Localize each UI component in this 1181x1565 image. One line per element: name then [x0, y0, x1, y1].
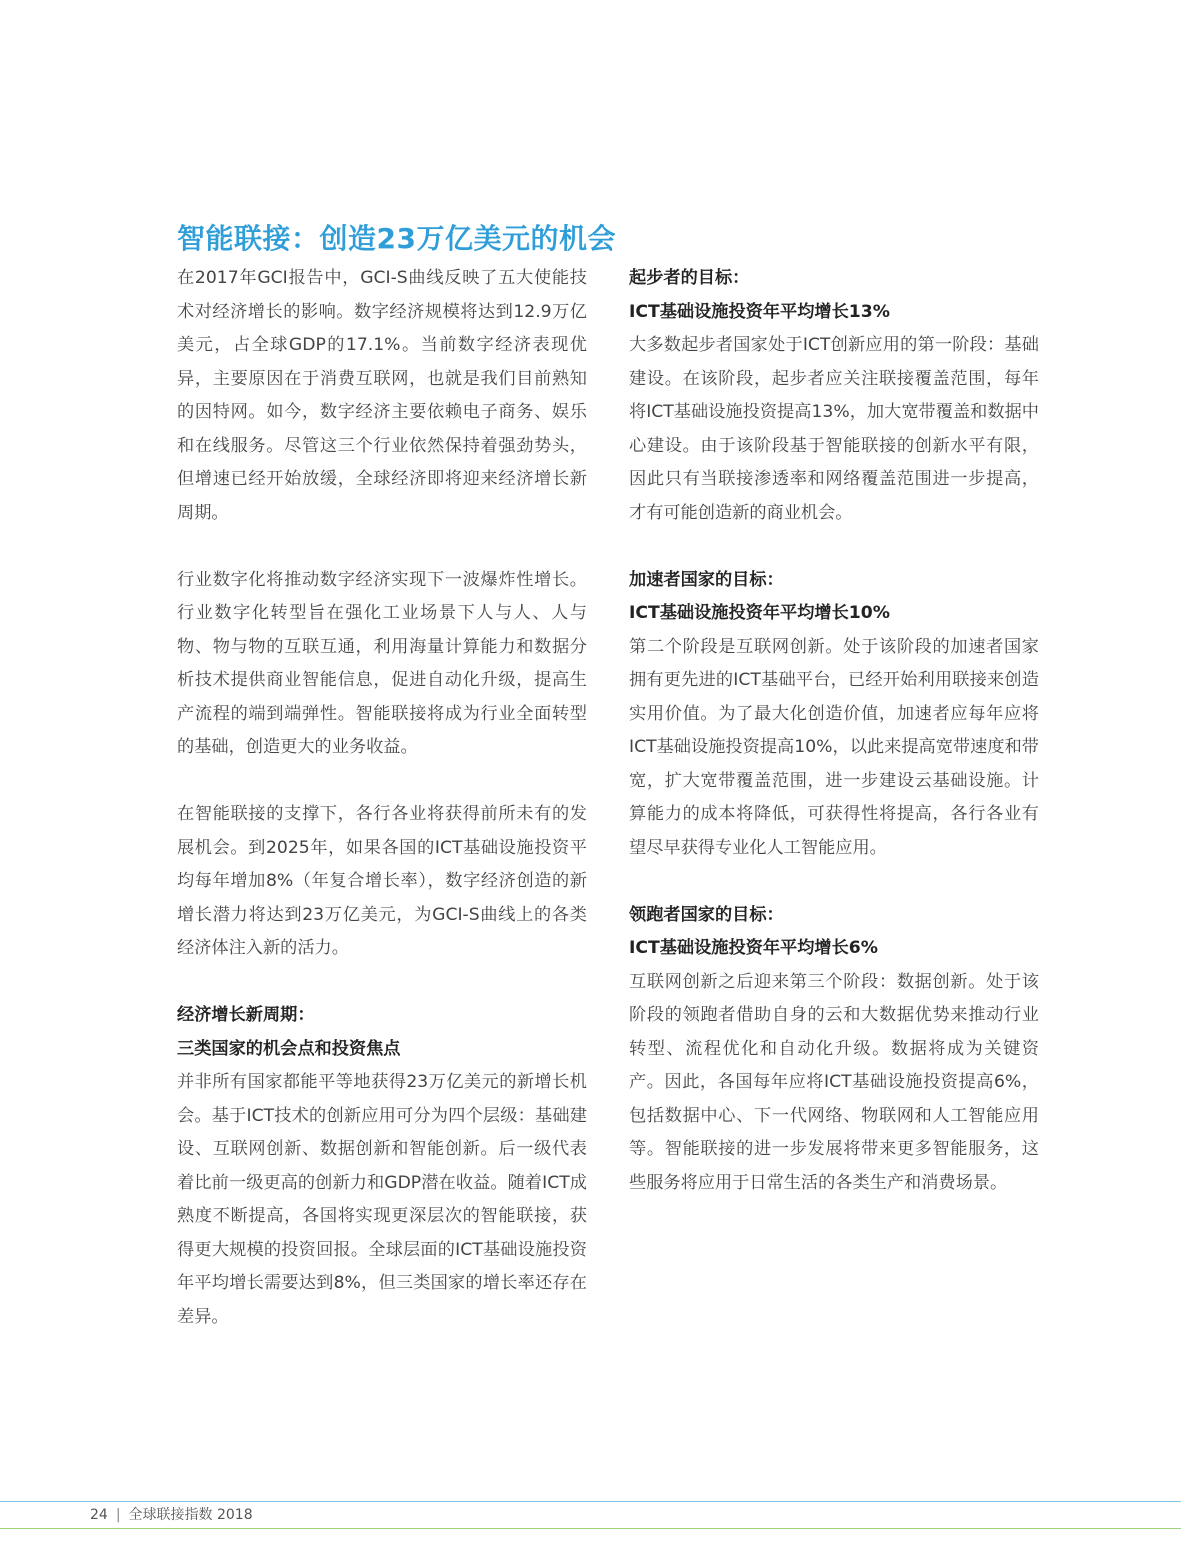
innovation-levels-paragraph: 并非所有国家都能平等地获得23万亿美元的新增长机会。基于ICT技术的创新应用可分为四个层级：基础建设、互联网创新、数据创新和智能创新。后一级代表着比前一级更高的创新力和GDP潜在收益。随着ICT成熟度不断提高，各国将实现更深层次的智能联接，获得更大规模的投资回报。全球层面的ICT基础设施投资年平均增长需要达到8%，但三类国家的增长率还存在差异。 [177, 1072, 587, 1327]
smart-connectivity-paragraph: 在智能联接的支撑下，各行各业将获得前所未有的发展机会。到2025年，如果各国的ICT基础设施投资平均每年增加8%（年复合增长率），数字经济创造的新增长潜力将达到23万亿美元，为GCI-S曲线上的各类经济体注入新的活力。 [177, 804, 587, 958]
starters-paragraph: 大多数起步者国家处于ICT创新应用的第一阶段：基础建设。在该阶段，起步者应关注联接覆盖范围，每年将ICT基础设施投资提高13%，加大宽带覆盖和数据中心建设。由于该阶段基于智能联接的创新水平有限，因此只有当联接渗透率和网络覆盖范围进一步提高，才有可能创造新的商业机会。 [629, 335, 1039, 523]
footer-divider-blue [0, 1501, 1181, 1502]
frontrunners-heading: 领跑者国家的目标： [629, 904, 784, 925]
adopters-paragraph: 第二个阶段是互联网创新。处于该阶段的加速者国家拥有更先进的ICT基础平台，已经开始利用联接来创造实用价值。为了最大化创造价值，加速者应每年应将ICT基础设施投资提高10%，以此来提高宽带速度和带宽，扩大宽带覆盖范围，进一步建设云基础设施。计算能力的成本将降低，可获得性将提高，各行各业有望尽早获得专业化人工智能应用。 [629, 636, 1039, 858]
frontrunners-subheading: ICT基础设施投资年平均增长6% [629, 938, 878, 958]
adopters-heading: 加速者国家的目标： [629, 569, 784, 590]
frontrunners-paragraph: 互联网创新之后迎来第三个阶段：数据创新。处于该阶段的领跑者借助自身的云和大数据优势来推动行业转型、流程优化和自动化升级。数据将成为关键资产。因此，各国每年应将ICT基础设施投资提高6%，包括数据中心、下一代网络、物联网和人工智能应用等。智能联接的进一步发展将带来更多智能服务，这些服务将应用于日常生活的各类生产和消费场景。 [629, 971, 1039, 1193]
right-column [629, 262, 1039, 1200]
starters-subheading: ICT基础设施投资年平均增长13% [629, 301, 890, 322]
intro-paragraph: 在2017年GCI报告中，GCI-S曲线反映了五大使能技术对经济增长的影响。数字经济规模将达到12.9万亿美元，占全球GDP的17.1%。当前数字经济表现优异，主要原因在于消费互联网，也就是我们目前熟知的因特网。如今，数字经济主要依赖电子商务、娱乐和在线服务。尽管这三个行业依然保持着强劲势头，但增速已经开始放缓，全球经济即将迎来经济增长新周期。 [177, 268, 587, 523]
section-subheading-opportunities: 三类国家的机会点和投资焦点 [177, 1038, 401, 1059]
footer-separator: | [115, 1507, 121, 1523]
footer-divider-green [0, 1528, 1181, 1529]
section-heading-growth-cycle: 经济增长新周期： [177, 1005, 315, 1025]
page-number: 24 [90, 1507, 108, 1523]
left-column [177, 262, 587, 1334]
starters-heading: 起步者的目标： [629, 268, 750, 288]
adopters-subheading: ICT基础设施投资年平均增长10% [629, 603, 890, 623]
page-footer [90, 1505, 253, 1525]
industry-digitalization-paragraph: 行业数字化将推动数字经济实现下一波爆炸性增长。行业数字化转型旨在强化工业场景下人与人、人与物、物与物的互联互通，利用海量计算能力和数据分析技术提供商业智能信息，促进自动化升级，提高生产流程的端到端弹性。智能联接将成为行业全面转型的基础，创造更大的业务收益。 [177, 569, 587, 757]
publication-name: 全球联接指数 2018 [128, 1507, 253, 1523]
page-title: 智能联接：创造23万亿美元的机会 [177, 221, 616, 255]
